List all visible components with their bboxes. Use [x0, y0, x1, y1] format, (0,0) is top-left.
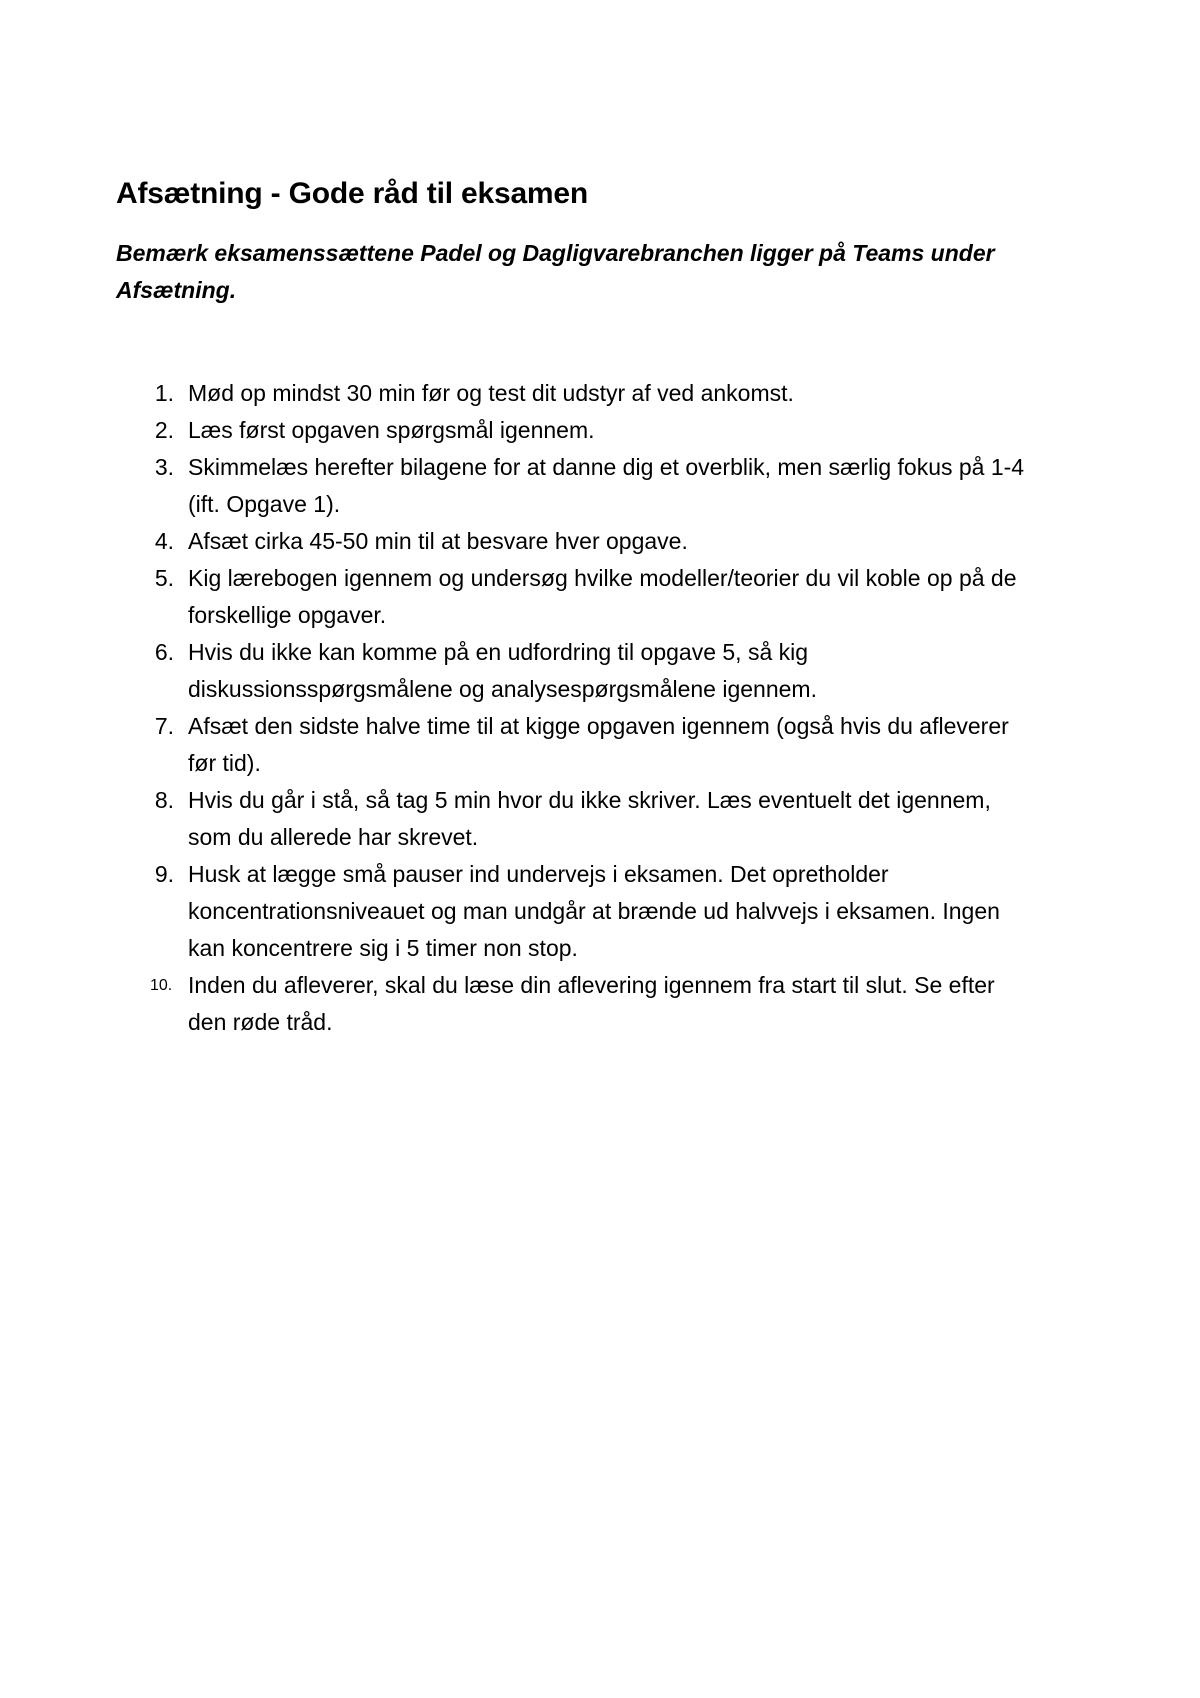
list-item	[116, 412, 1028, 449]
list-item-number: 8.	[154, 787, 174, 813]
advice-list	[116, 375, 1096, 1041]
document-content	[116, 172, 1096, 1041]
list-item-number: 6.	[154, 639, 174, 665]
list-item-text: Hvis du går i stå, så tag 5 min hvor du ikke skriver. Læs eventuelt det igennem, som du allerede har skrevet.	[188, 787, 991, 850]
list-item-text: Afsæt den sidste halve time til at kigge opgaven igennem (også hvis du afleverer før tid).	[188, 713, 1009, 776]
list-item-text: Mød op mindst 30 min før og test dit udstyr af ved ankomst.	[188, 380, 794, 406]
document-title: Afsætning - Gode råd til eksamen	[116, 177, 589, 210]
list-item-number: 7.	[154, 713, 174, 739]
list-item	[116, 967, 1028, 1041]
list-item-text: Inden du afleverer, skal du læse din aflevering igennem fra start til slut. Se efter den røde tråd.	[188, 972, 995, 1035]
list-item-text: Kig lærebogen igennem og undersøg hvilke modeller/teorier du vil koble op på de forskellige opgaver.	[188, 565, 1017, 628]
list-item	[116, 782, 1028, 856]
list-item-number: 10.	[150, 977, 173, 994]
list-item	[116, 523, 1028, 560]
list-item-number: 2.	[154, 417, 174, 443]
list-item	[116, 634, 1028, 708]
list-item-text: Husk at lægge små pauser ind undervejs i eksamen. Det opretholder koncentrationsniveauet og man undgår at brænde ud halvvejs i eksamen. Ingen kan koncentrere sig i 5 timer non stop.	[188, 861, 1000, 961]
list-item-text: Hvis du ikke kan komme på en udfordring til opgave 5, så kig diskussionsspørgsmålene og analysespørgsmålene igennem.	[188, 639, 817, 702]
list-item	[116, 375, 1028, 412]
list-item-number: 9.	[154, 861, 174, 887]
list-item-number: 1.	[154, 380, 174, 406]
list-item-number: 4.	[154, 528, 174, 554]
list-item-number: 3.	[154, 454, 174, 480]
list-item-number: 5.	[154, 565, 174, 591]
list-item	[116, 708, 1028, 782]
list-item-text: Læs først opgaven spørgsmål igennem.	[188, 417, 595, 443]
list-item-text: Skimmelæs herefter bilagene for at danne dig et overblik, men særlig fokus på 1-4 (ift. Opgave 1).	[188, 454, 1025, 517]
exam-sets-note: Bemærk eksamenssættene Padel og Dagligvarebranchen ligger på Teams under Afsætning.	[116, 240, 995, 303]
list-item	[116, 560, 1028, 634]
list-item-text: Afsæt cirka 45-50 min til at besvare hver opgave.	[188, 528, 688, 554]
list-item	[116, 856, 1028, 967]
list-item	[116, 449, 1028, 523]
